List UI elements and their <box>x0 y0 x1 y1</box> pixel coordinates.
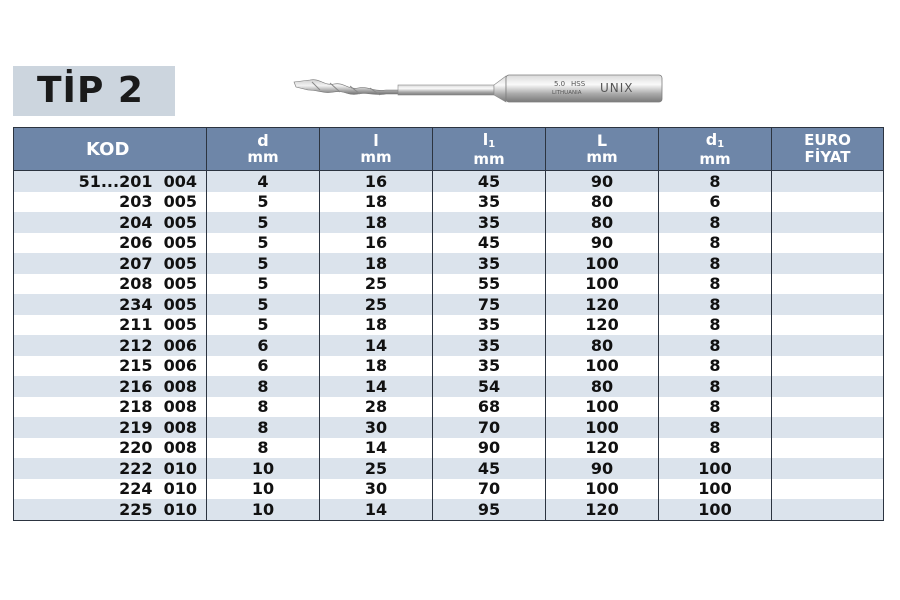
cell-l: 16 <box>320 233 433 254</box>
cell-d: 5 <box>207 192 320 213</box>
header-d1-unit: mm <box>699 149 731 168</box>
cell-d: 10 <box>207 479 320 500</box>
cell-d1: 8 <box>659 335 772 356</box>
cell-d1: 8 <box>659 274 772 295</box>
engraving-material: HSS <box>571 80 586 88</box>
cell-kod: 204 005 <box>14 212 207 233</box>
cell-l: 18 <box>320 212 433 233</box>
cell-fiyat <box>772 171 884 192</box>
cell-d1: 8 <box>659 294 772 315</box>
table-row <box>14 499 884 520</box>
table-row <box>14 458 884 479</box>
cell-d: 10 <box>207 499 320 520</box>
table-row <box>14 376 884 397</box>
table-row <box>14 233 884 254</box>
cell-L: 100 <box>546 274 659 295</box>
cell-d: 8 <box>207 417 320 438</box>
cell-L: 120 <box>546 499 659 520</box>
header-L-unit: mm <box>586 148 618 166</box>
cell-d1: 100 <box>659 458 772 479</box>
header-d1 <box>659 128 772 171</box>
cell-kod: 208 005 <box>14 274 207 295</box>
cell-fiyat <box>772 294 884 315</box>
cell-l: 18 <box>320 315 433 336</box>
cell-L: 90 <box>546 233 659 254</box>
header-l-label: l <box>373 131 379 150</box>
cell-d1: 8 <box>659 171 772 192</box>
cell-fiyat <box>772 479 884 500</box>
cell-kod: 219 008 <box>14 417 207 438</box>
table-row <box>14 397 884 418</box>
cell-d: 8 <box>207 438 320 459</box>
cell-L: 80 <box>546 335 659 356</box>
cell-L: 100 <box>546 356 659 377</box>
cell-fiyat <box>772 356 884 377</box>
cell-l: 25 <box>320 294 433 315</box>
cell-d: 10 <box>207 458 320 479</box>
cell-d1: 8 <box>659 417 772 438</box>
cell-l1: 95 <box>433 499 546 520</box>
table-row <box>14 315 884 336</box>
cell-fiyat <box>772 335 884 356</box>
cell-fiyat <box>772 274 884 295</box>
engraving-brand: UNIX <box>600 81 634 95</box>
header-l-unit: mm <box>360 148 392 166</box>
page-title: TİP 2 <box>37 70 144 111</box>
header-l1 <box>433 128 546 171</box>
cell-d1: 8 <box>659 253 772 274</box>
cell-d1: 8 <box>659 315 772 336</box>
cell-kod: 207 005 <box>14 253 207 274</box>
cell-kod: 216 008 <box>14 376 207 397</box>
drill-bit-image <box>290 70 670 106</box>
cell-kod: 211 005 <box>14 315 207 336</box>
cell-d: 5 <box>207 274 320 295</box>
cell-fiyat <box>772 397 884 418</box>
cell-d1: 8 <box>659 212 772 233</box>
cell-L: 90 <box>546 171 659 192</box>
cell-fiyat <box>772 438 884 459</box>
cell-d: 5 <box>207 315 320 336</box>
cell-l: 14 <box>320 438 433 459</box>
cell-d: 8 <box>207 376 320 397</box>
cell-fiyat <box>772 376 884 397</box>
table-row <box>14 479 884 500</box>
cell-kod: 220 008 <box>14 438 207 459</box>
header-l <box>320 128 433 171</box>
header-fiyat-label: FİYAT <box>804 148 851 166</box>
cell-l1: 35 <box>433 192 546 213</box>
cell-l1: 54 <box>433 376 546 397</box>
cell-d1: 8 <box>659 233 772 254</box>
cell-l: 14 <box>320 499 433 520</box>
cell-L: 120 <box>546 315 659 336</box>
cell-l1: 75 <box>433 294 546 315</box>
header-d <box>207 128 320 171</box>
cell-l: 16 <box>320 171 433 192</box>
cell-d1: 8 <box>659 356 772 377</box>
cell-kod: 215 006 <box>14 356 207 377</box>
cell-kod: 203 005 <box>14 192 207 213</box>
cell-d1: 8 <box>659 376 772 397</box>
specifications-table <box>13 127 884 521</box>
header-l1-unit: mm <box>473 149 505 168</box>
cell-d: 4 <box>207 171 320 192</box>
cell-kod: 234 005 <box>14 294 207 315</box>
cell-d: 6 <box>207 335 320 356</box>
cell-d: 8 <box>207 397 320 418</box>
cell-L: 80 <box>546 192 659 213</box>
table-row <box>14 294 884 315</box>
cell-kod: 222 010 <box>14 458 207 479</box>
cell-l1: 45 <box>433 171 546 192</box>
cell-l1: 35 <box>433 335 546 356</box>
header-d1-label: d <box>705 129 718 149</box>
cell-d: 5 <box>207 294 320 315</box>
engraving-origin: LITHUANIA <box>552 90 582 96</box>
table-row <box>14 253 884 274</box>
cell-l1: 35 <box>433 253 546 274</box>
cell-kod: 224 010 <box>14 479 207 500</box>
cell-fiyat <box>772 212 884 233</box>
cell-d1: 8 <box>659 438 772 459</box>
cell-L: 120 <box>546 438 659 459</box>
cell-d1: 100 <box>659 499 772 520</box>
cell-fiyat <box>772 253 884 274</box>
header-kod: KOD <box>14 128 207 171</box>
cell-l: 28 <box>320 397 433 418</box>
header-d-unit: mm <box>247 148 279 166</box>
cell-l: 30 <box>320 479 433 500</box>
cell-kod: 206 005 <box>14 233 207 254</box>
cell-l1: 90 <box>433 438 546 459</box>
cell-l: 25 <box>320 458 433 479</box>
cell-fiyat <box>772 192 884 213</box>
cell-l: 14 <box>320 376 433 397</box>
cell-kod: 212 006 <box>14 335 207 356</box>
header-l1-sub: 1 <box>488 138 496 150</box>
cell-d: 5 <box>207 212 320 233</box>
header-L-label: L <box>596 131 608 150</box>
cell-L: 90 <box>546 458 659 479</box>
header-l1-label: l <box>482 129 489 149</box>
engraving-size: 5.0 <box>554 80 566 88</box>
cell-kod: 218 008 <box>14 397 207 418</box>
cell-L: 100 <box>546 397 659 418</box>
cell-L: 100 <box>546 479 659 500</box>
cell-d1: 100 <box>659 479 772 500</box>
cell-d: 6 <box>207 356 320 377</box>
table-row <box>14 274 884 295</box>
cell-L: 120 <box>546 294 659 315</box>
cell-fiyat <box>772 315 884 336</box>
table-row <box>14 192 884 213</box>
cell-l1: 45 <box>433 233 546 254</box>
cell-fiyat <box>772 233 884 254</box>
cell-kod: 225 010 <box>14 499 207 520</box>
table-row <box>14 356 884 377</box>
cell-l1: 35 <box>433 356 546 377</box>
table-row <box>14 212 884 233</box>
cell-kod: 51...201 004 <box>14 171 207 192</box>
header-d1-sub: 1 <box>717 138 725 150</box>
table-row <box>14 417 884 438</box>
cell-fiyat <box>772 458 884 479</box>
cell-d1: 6 <box>659 192 772 213</box>
cell-l1: 45 <box>433 458 546 479</box>
cell-l: 18 <box>320 253 433 274</box>
cell-l: 18 <box>320 192 433 213</box>
table-row <box>14 335 884 356</box>
cell-l: 25 <box>320 274 433 295</box>
cell-d1: 8 <box>659 397 772 418</box>
cell-fiyat <box>772 417 884 438</box>
cell-L: 100 <box>546 417 659 438</box>
table-row <box>14 438 884 459</box>
cell-l: 18 <box>320 356 433 377</box>
cell-L: 100 <box>546 253 659 274</box>
cell-l1: 70 <box>433 479 546 500</box>
cell-l1: 55 <box>433 274 546 295</box>
cell-d: 5 <box>207 253 320 274</box>
cell-L: 80 <box>546 212 659 233</box>
table-header-row <box>14 128 884 171</box>
table-row <box>14 171 884 192</box>
cell-l1: 35 <box>433 315 546 336</box>
cell-l1: 35 <box>433 212 546 233</box>
header-L <box>546 128 659 171</box>
cell-l: 30 <box>320 417 433 438</box>
cell-l: 14 <box>320 335 433 356</box>
cell-L: 80 <box>546 376 659 397</box>
cell-l1: 70 <box>433 417 546 438</box>
cell-fiyat <box>772 499 884 520</box>
header-euro-label: EURO <box>804 131 851 149</box>
header-d-label: d <box>257 131 269 150</box>
cell-d: 5 <box>207 233 320 254</box>
header-euro-fiyat <box>772 128 884 171</box>
cell-l1: 68 <box>433 397 546 418</box>
title-box <box>13 66 175 116</box>
